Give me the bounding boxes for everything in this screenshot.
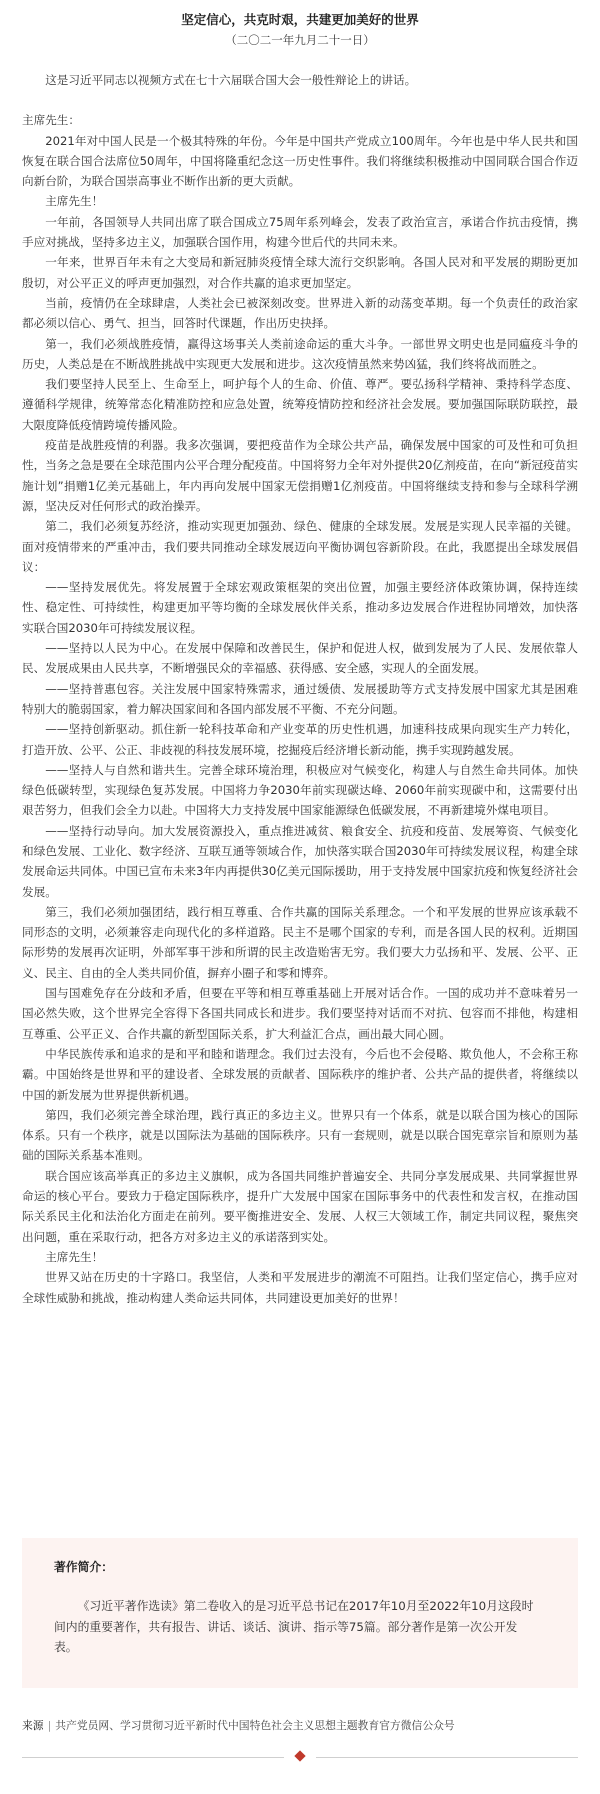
paragraph: 2021年对中国人民是一个极其特殊的年份。今年是中国共产党成立100周年。今年也是中华人民共和国恢复在联合国合法席位50周年，中国将隆重纪念这一历史性事件。我们将继续积极推动中国同联合国合作迈向新台阶，为联合国崇高事业不断作出新的更大贡献。 xyxy=(22,133,578,189)
divider-left xyxy=(22,1757,284,1758)
paragraph: 一年前，各国领导人共同出席了联合国成立75周年系列峰会，发表了政治宣言，承诺合作抗击疫情，携手应对挑战，坚持多边主义，加强联合国作用，构建今世后代的共同未来。 xyxy=(22,214,578,250)
book-intro-text: 《习近平著作选读》第二卷收入的是习近平总书记在2017年10月至2022年10月这段时间内的重要著作，共有报告、讲话、谈话、演讲、指示等75篇。部分著作是第一次公开发表。 xyxy=(54,1599,534,1654)
paragraph: ——坚持以人民为中心。在发展中保障和改善民生，保护和促进人权，做到发展为了人民、发展依靠人民、发展成果由人民共享，不断增强民众的幸福感、获得感、安全感，实现人的全面发展。 xyxy=(22,641,578,676)
paragraph: ——坚持创新驱动。抓住新一轮科技革命和产业变革的历史性机遇，加速科技成果向现实生产力转化，打造开放、公平、公正、非歧视的科技发展环境，挖掘疫后经济增长新动能，携手实现跨越发展。 xyxy=(22,722,578,757)
article-body xyxy=(22,131,578,1308)
paragraph: 主席先生！ xyxy=(45,1249,104,1264)
paragraph: ——坚持人与自然和谐共生。完善全球环境治理，积极应对气候变化，构建人与自然生命共同体。加快绿色低碳转型，实现绿色复苏发展。中国将力争2030年前实现碳达峰、2060年前实现碳中和，这需要付出艰苦努力，但我们会全力以赴。中国将大力支持发展中国家能源绿色低碳发展，不再新建境外煤电项目。 xyxy=(22,762,578,818)
paragraph: ——坚持发展优先。将发展置于全球宏观政策框架的突出位置，加强主要经济体政策协调，保持连续性、稳定性、可持续性，构建更加平等均衡的全球发展伙伴关系，推动多边发展合作进程协同增效，加快落实联合国2030年可持续发展议程。 xyxy=(22,580,578,635)
paragraph: 中华民族传承和追求的是和平和睦和谐理念。我们过去没有，今后也不会侵略、欺负他人，不会称王称霸。中国始终是世界和平的建设者、全球发展的贡献者、国际秩序的维护者、公共产品的提供者，将继续以中国的新发展为世界提供新机遇。 xyxy=(22,1046,578,1102)
book-intro-title: 著作简介： xyxy=(54,1560,113,1574)
salutation: 主席先生： xyxy=(22,113,80,128)
page-title: 坚定信心，共克时艰，共建更加美好的世界 xyxy=(181,12,419,27)
divider-right xyxy=(316,1757,578,1758)
paragraph: 国与国难免存在分歧和矛盾，但要在平等和相互尊重基础上开展对话合作。一国的成功并不意味着另一国必然失败，这个世界完全容得下各国共同成长和进步。我们要坚持对话而不对抗、包容而不排他，构建相互尊重、公平正义、合作共赢的新型国际关系，扩大利益汇合点，画出最大同心圆。 xyxy=(22,986,578,1041)
book-intro-box xyxy=(22,1538,578,1688)
paragraph: 第一，我们必须战胜疫情，赢得这场事关人类前途命运的重大斗争。一部世界文明史也是同瘟疫斗争的历史，人类总是在不断战胜挑战中实现更大发展和进步。这次疫情虽然来势凶猛，我们终将战而胜之。 xyxy=(22,336,578,371)
paragraph: ——坚持行动导向。加大发展资源投入，重点推进减贫、粮食安全、抗疫和疫苗、发展筹资、气候变化和绿色发展、工业化、数字经济、互联互通等领域合作，加快落实联合国2030年可持续发展议程，构建全球发展命运共同体。中国已宣布未来3年内再提供30亿美元国际援助，用于支持发展中国家抗疫和恢复经济社会发展。 xyxy=(22,823,578,899)
paragraph: ——坚持普惠包容。关注发展中国家特殊需求，通过缓债、发展援助等方式支持发展中国家尤其是困难特别大的脆弱国家，着力解决国家间和各国内部发展不平衡、不充分问题。 xyxy=(22,681,578,716)
paragraph: 我们要坚持人民至上、生命至上，呵护每个人的生命、价值、尊严。要弘扬科学精神、秉持科学态度、遵循科学规律，统筹常态化精准防控和应急处置，统筹疫情防控和经济社会发展。要加强国际联防联控，最大限度降低疫情跨境传播风险。 xyxy=(22,377,578,432)
paragraph: 主席先生！ xyxy=(45,194,104,209)
article-date: （二〇二一年九月二十一日） xyxy=(225,33,375,47)
source-text: 共产党员网、学习贯彻习近平新时代中国特色社会主义思想主题教育官方微信公众号 xyxy=(55,1719,455,1732)
paragraph: 世界又站在历史的十字路口。我坚信，人类和平发展进步的潮流不可阻挡。让我们坚定信心，携手应对全球性威胁和挑战，推动构建人类命运共同体，共同建设更加美好的世界！ xyxy=(22,1270,578,1305)
paragraph: 第二，我们必须复苏经济，推动实现更加强劲、绿色、健康的全球发展。发展是实现人民幸福的关键。面对疫情带来的严重冲击，我们要共同推动全球发展迈向平衡协调包容新阶段。在此，我愿提出全球发展倡议： xyxy=(22,519,578,574)
paragraph: 一年来，世界百年未有之大变局和新冠肺炎疫情全球大流行交织影响。各国人民对和平发展的期盼更加殷切，对公平正义的呼声更加强烈，对合作共赢的追求更加坚定。 xyxy=(22,255,578,290)
paragraph: 疫苗是战胜疫情的利器。我多次强调，要把疫苗作为全球公共产品，确保发展中国家的可及性和可负担性，当务之急是要在全球范围内公平合理分配疫苗。中国将努力全年对外提供20亿剂疫苗，在向“新冠疫苗实施计划”捐赠1亿美元基础上，年内再向发展中国家无偿捐赠1亿剂疫苗。中国将继续支持和参与全球科学溯源，坚决反对任何形式的政治操弄。 xyxy=(22,438,578,513)
source-label: 来源 xyxy=(22,1719,44,1732)
source-line xyxy=(22,1718,455,1733)
paragraph: 当前，疫情仍在全球肆虐，人类社会已被深刻改变。世界进入新的动荡变革期。每一个负责任的政治家都必须以信心、勇气、担当，回答时代课题，作出历史抉择。 xyxy=(22,295,578,331)
intro-note: 这是习近平同志以视频方式在七十六届联合国大会一般性辩论上的讲话。 xyxy=(45,73,417,87)
diamond-icon xyxy=(294,1750,305,1761)
paragraph: 联合国应该高举真正的多边主义旗帜，成为各国共同维护普遍安全、共同分享发展成果、共同掌握世界命运的核心平台。要致力于稳定国际秩序，提升广大发展中国家在国际事务中的代表性和发言权，在推动国际关系民主化和法治化方面走在前列。要平衡推进安全、发展、人权三大领域工作，制定共同议程，聚焦突出问题，重在采取行动，把各方对多边主义的承诺落到实处。 xyxy=(22,1168,578,1244)
paragraph: 第四，我们必须完善全球治理，践行真正的多边主义。世界只有一个体系，就是以联合国为核心的国际体系。只有一个秩序，就是以国际法为基础的国际秩序。只有一套规则，就是以联合国宪章宗旨和原则为基础的国际关系基本准则。 xyxy=(22,1107,578,1163)
paragraph: 第三，我们必须加强团结，践行相互尊重、合作共赢的国际关系理念。一个和平发展的世界应该承载不同形态的文明，必须兼容走向现代化的多样道路。民主不是哪个国家的专利，而是各国人民的权利。近期国际形势的发展再次证明，外部军事干涉和所谓的民主改造贻害无穷。我们要大力弘扬和平、发展、公平、正义、民主、自由的全人类共同价值，摒弃小圈子和零和博弈。 xyxy=(22,904,578,980)
source-separator: | xyxy=(47,1719,52,1732)
